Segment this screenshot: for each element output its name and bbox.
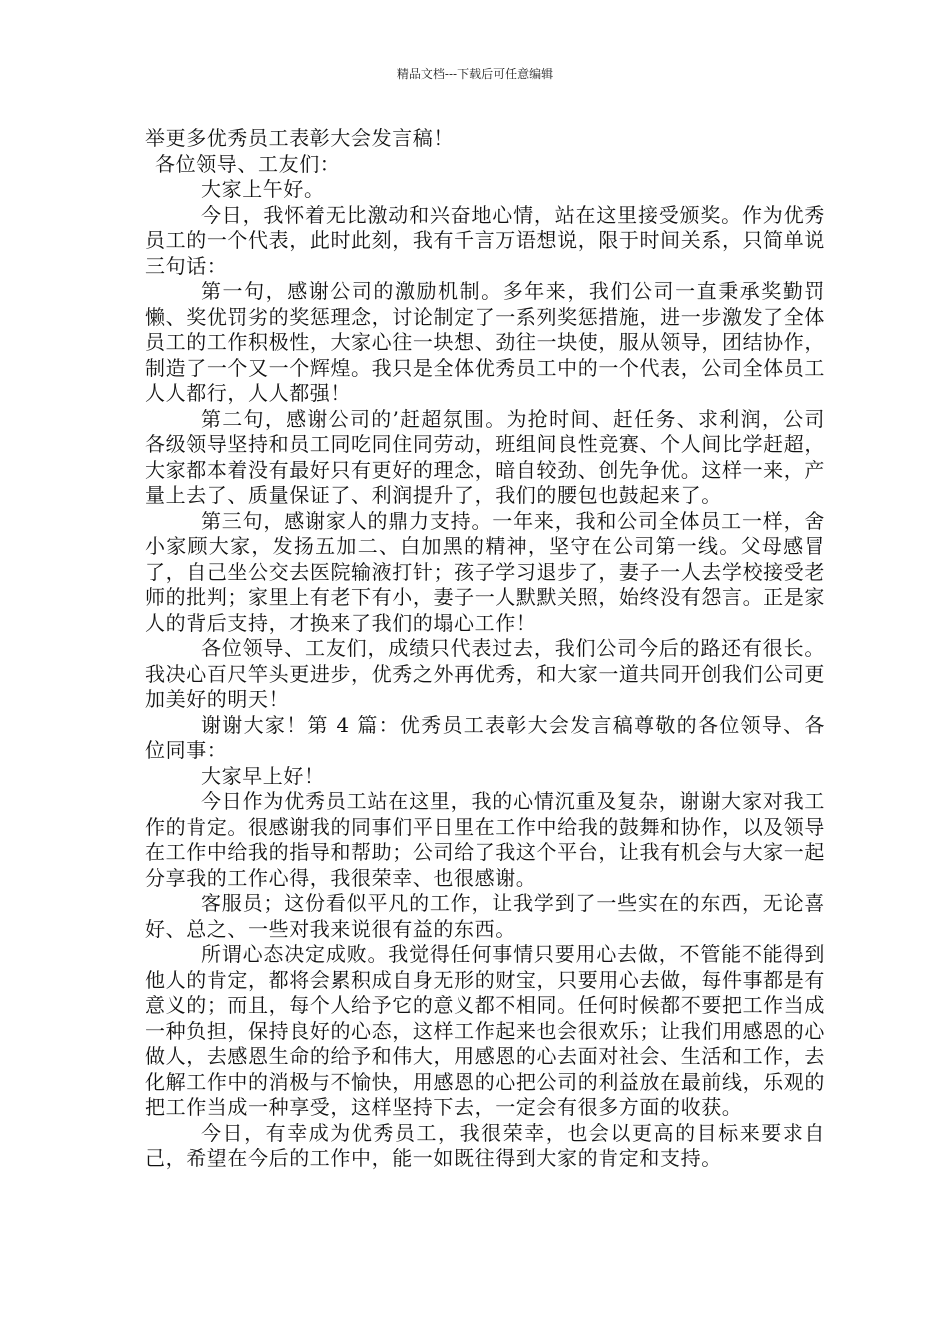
paragraph: 第一句，感谢公司的激励机制。多年来，我们公司一直秉承奖勤罚懒、奖优罚劣的奖惩理念，讨论制定了一系列奖惩措施，进一步激发了全体员工的工作积极性，大家心往一块想、劲往一块使，服从领导，团结协作，制造了一个又一个辉煌。我只是全体优秀员工中的一个代表，公司全体员工人人都行，人人都强！ [145, 279, 825, 405]
paragraph: 今日，有幸成为优秀员工，我很荣幸，也会以更高的目标来要求自己，希望在今后的工作中，能一如既往得到大家的肯定和支持。 [145, 1120, 825, 1170]
paragraph: 今日作为优秀员工站在这里，我的心情沉重及复杂，谢谢大家对我工作的肯定。很感谢我的同事们平日里在工作中给我的鼓舞和协作，以及领导在工作中给我的指导和帮助；公司给了我这个平台，让我有机会与大家一起分享我的工作心得，我很荣幸、也很感谢。 [145, 789, 825, 890]
document-title: 举更多优秀员工表彰大会发言稿！ [145, 126, 454, 150]
document-body [145, 126, 825, 1172]
paragraph: 第三句，感谢家人的鼎力支持。一年来，我和公司全体员工一样，舍小家顾大家，发扬五加二、白加黑的精神，坚守在公司第一线。父母感冒了，自己坐公交去医院输液打针；孩子学习退步了，妻子一人去学校接受老师的批判；家里上有老下有小，妻子一人默默关照，始终没有怨言。正是家人的背后支持，才换来了我们的塌心工作！ [145, 508, 825, 635]
paragraph: 谢谢大家！第 4 篇：优秀员工表彰大会发言稿尊敬的各位领导、各位同事： [145, 712, 825, 762]
paragraph: 各位领导、工友们，成绩只代表过去，我们公司今后的路还有很长。我决心百尺竿头更进步，优秀之外再优秀，和大家一道共同开创我们公司更加美好的明天！ [145, 636, 825, 711]
page-header: 精品文档---下载后可任意编辑 [396, 67, 554, 81]
salutation: 各位领导、工友们： [155, 151, 341, 176]
paragraph: 大家上午好。 [201, 177, 325, 201]
paragraph: 所谓心态决定成败。我觉得任何事情只要用心去做，不管能不能得到他人的肯定，都将会累积成自身无形的财宝，只要用心去做，每件事都是有意义的；而且，每个人给予它的意义都不相同。任何时候都不要把工作当成一种负担，保持良好的心态，这样工作起来也会很欢乐；让我们用感恩的心做人，去感恩生命的给予和伟大，用感恩的心去面对社会、生活和工作，去化解工作中的消极与不愉快，用感恩的心把公司的利益放在最前线，乐观的把工作当成一种享受，这样坚持下去，一定会有很多方面的收获。 [145, 942, 825, 1119]
paragraph: 今日，我怀着无比激动和兴奋地心情，站在这里接受颁奖。作为优秀员工的一个代表，此时此刻，我有千言万语想说，限于时间关系，只简单说三句话： [145, 202, 825, 278]
paragraph: 客服员；这份看似平凡的工作，让我学到了一些实在的东西，无论喜好、总之、一些对我来说很有益的东西。 [145, 891, 825, 941]
paragraph: 第二句，感谢公司的’赶超氛围。为抢时间、赶任务、求利润，公司各级领导坚持和员工同吃同住同劳动，班组间良性竞赛、个人间比学赶超，大家都本着没有最好只有更好的理念，暗自较劲、创先争优。这样一来，产量上去了、质量保证了、利润提升了，我们的腰包也鼓起来了。 [145, 406, 825, 507]
paragraph: 大家早上好！ [201, 763, 325, 788]
